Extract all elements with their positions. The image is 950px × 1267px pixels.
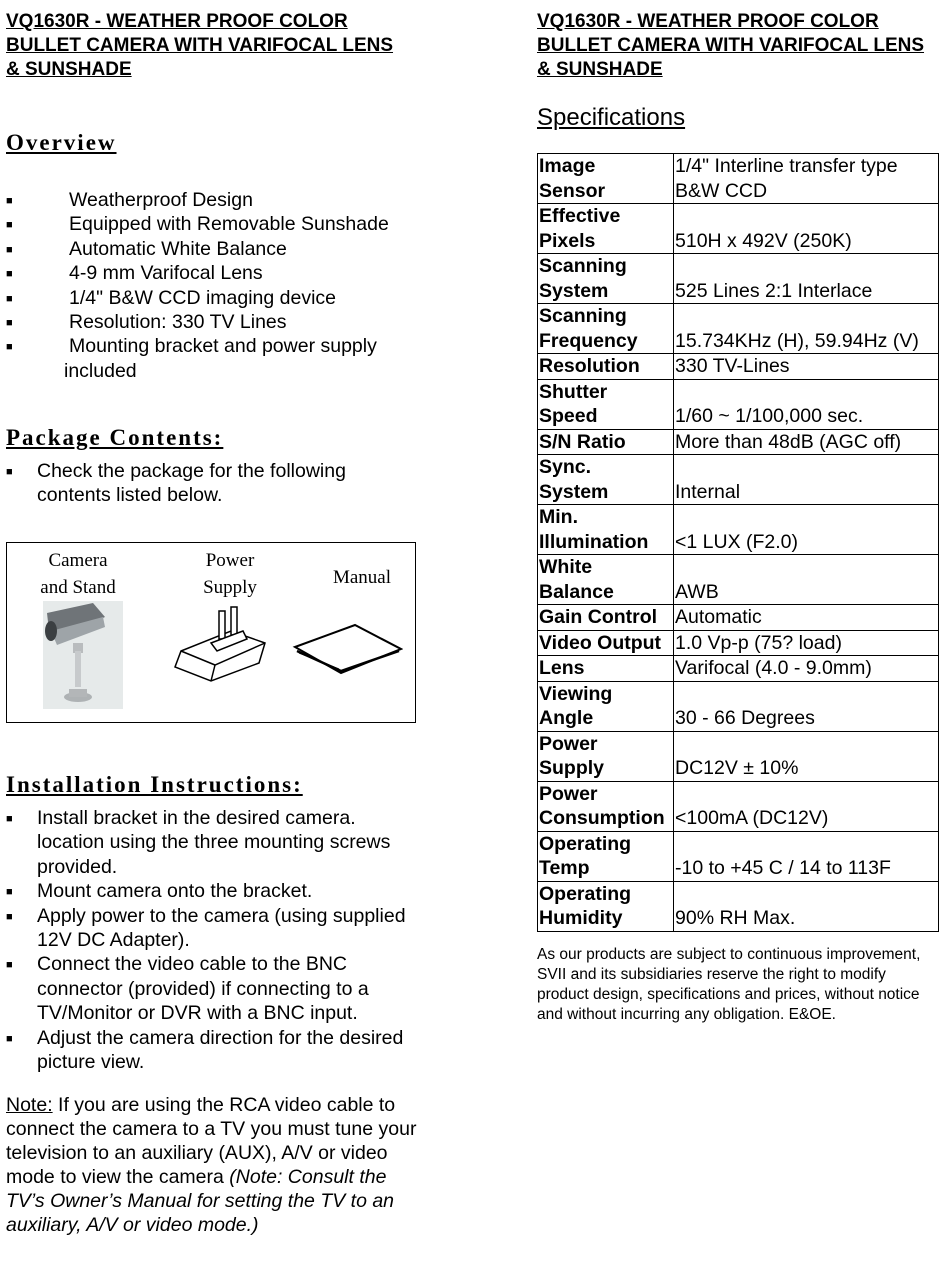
spec-key bbox=[538, 881, 674, 931]
spec-key-line: Video Output bbox=[539, 631, 662, 654]
spec-value bbox=[674, 429, 939, 455]
spec-value bbox=[674, 781, 939, 831]
spec-value-line: 510H x 492V (250K) bbox=[675, 229, 852, 252]
spec-key-line: Illumination bbox=[539, 530, 649, 553]
bullet-icon: ■ bbox=[6, 341, 13, 354]
spec-value-line: Automatic bbox=[675, 606, 762, 628]
spec-key-line: System bbox=[539, 279, 609, 302]
spec-value bbox=[674, 555, 939, 605]
spec-key bbox=[538, 781, 674, 831]
bullet-icon: ■ bbox=[6, 886, 13, 899]
specifications-table bbox=[537, 153, 939, 932]
spec-value bbox=[674, 505, 939, 555]
spec-value-line: <100mA (DC12V) bbox=[675, 807, 829, 829]
table-row bbox=[538, 605, 939, 631]
list-item: ■ Resolution: 330 TV Lines bbox=[6, 310, 426, 334]
spec-value bbox=[674, 154, 939, 204]
table-row bbox=[538, 656, 939, 682]
spec-value-line: <1 LUX (F2.0) bbox=[675, 530, 799, 553]
spec-key-line: White bbox=[539, 556, 593, 578]
spec-key bbox=[538, 304, 674, 354]
spec-key-line: System bbox=[539, 480, 609, 503]
bullet-icon: ■ bbox=[6, 317, 13, 330]
spec-value bbox=[674, 254, 939, 304]
spec-value-line bbox=[675, 882, 938, 907]
bullet-icon: ■ bbox=[6, 219, 13, 232]
spec-value bbox=[674, 605, 939, 631]
installation-heading: Installation Instructions: bbox=[6, 772, 303, 797]
table-row bbox=[538, 429, 939, 455]
table-row bbox=[538, 555, 939, 605]
list-item: ■ Check the package for the following contents listed below. bbox=[6, 460, 346, 507]
bullet-icon: ■ bbox=[6, 466, 13, 478]
list-item: ■ Mount camera onto the bracket. bbox=[6, 879, 428, 903]
spec-value-line bbox=[675, 254, 938, 279]
spec-key bbox=[538, 429, 674, 455]
note-paragraph bbox=[6, 1093, 426, 1237]
power-supply-label: Power Supply bbox=[203, 550, 257, 598]
spec-key-line: Scanning bbox=[539, 255, 627, 277]
spec-value-line bbox=[675, 380, 938, 405]
spec-value-line bbox=[675, 204, 938, 229]
installation-list bbox=[6, 806, 428, 1074]
spec-value bbox=[674, 354, 939, 380]
list-item: ■ Weatherproof Design bbox=[6, 188, 426, 212]
spec-value-line: -10 to +45 C / 14 to 113F bbox=[675, 857, 891, 879]
spec-key bbox=[538, 681, 674, 731]
spec-key-line: Lens bbox=[539, 657, 585, 679]
spec-value-line bbox=[675, 732, 938, 757]
spec-key bbox=[538, 605, 674, 631]
spec-key bbox=[538, 154, 674, 204]
product-title-right: VQ1630R - WEATHER PROOF COLOR BULLET CAMERA WITH VARIFOCAL LENS & SUNSHADE bbox=[537, 11, 925, 80]
spec-key-line: Balance bbox=[539, 580, 614, 603]
overview-heading: Overview bbox=[6, 130, 117, 155]
spec-key bbox=[538, 555, 674, 605]
spec-key bbox=[538, 455, 674, 505]
spec-value bbox=[674, 630, 939, 656]
package-list bbox=[6, 459, 386, 508]
spec-value-line: More than 48dB (AGC off) bbox=[675, 430, 902, 453]
spec-key bbox=[538, 254, 674, 304]
spec-key-line: Angle bbox=[539, 707, 594, 729]
package-contents-box bbox=[6, 542, 416, 723]
overview-list bbox=[6, 188, 426, 383]
spec-value bbox=[674, 204, 939, 254]
spec-key-line: Viewing bbox=[539, 682, 613, 705]
list-item: ■ Adjust the camera direction for the desired picture view. bbox=[6, 1026, 404, 1074]
list-item: ■ Equipped with Removable Sunshade bbox=[6, 212, 426, 236]
spec-value-line: 1/60 ~ 1/100,000 sec. bbox=[675, 405, 864, 427]
bullet-icon: ■ bbox=[6, 195, 13, 207]
spec-key-line: Operating bbox=[539, 882, 632, 905]
spec-key bbox=[538, 630, 674, 656]
spec-key-line: Effective bbox=[539, 205, 621, 227]
spec-value-line: 330 TV-Lines bbox=[675, 355, 790, 377]
spec-key-line: Resolution bbox=[539, 355, 640, 377]
list-item: ■ 1/4" B&W CCD imaging device bbox=[6, 286, 426, 310]
spec-key-line: Consumption bbox=[539, 807, 665, 829]
specifications-heading: Specifications bbox=[537, 104, 686, 131]
spec-key-line: Operating bbox=[539, 832, 632, 855]
spec-value bbox=[674, 681, 939, 731]
table-row bbox=[538, 379, 939, 429]
table-row bbox=[538, 455, 939, 505]
spec-value bbox=[674, 731, 939, 781]
spec-value-line: 90% RH Max. bbox=[675, 907, 796, 929]
spec-key-line: S/N Ratio bbox=[539, 430, 626, 453]
list-item: ■ Automatic White Balance bbox=[6, 237, 426, 261]
spec-key bbox=[538, 379, 674, 429]
bullet-icon: ■ bbox=[6, 813, 13, 825]
spec-key bbox=[538, 354, 674, 380]
list-item: ■ Connect the video cable to the BNC connector (provided) if connecting to a TV/Monitor or DVR with a BNC input. bbox=[6, 953, 369, 1025]
spec-value-line: 30 - 66 Degrees bbox=[675, 707, 815, 729]
spec-key-line: Frequency bbox=[539, 329, 638, 352]
bullet-icon: ■ bbox=[6, 910, 13, 923]
spec-key-line: Speed bbox=[539, 405, 598, 427]
spec-value bbox=[674, 379, 939, 429]
spec-value-line bbox=[675, 832, 938, 857]
spec-value-line: AWB bbox=[675, 580, 719, 603]
spec-key bbox=[538, 505, 674, 555]
list-item: ■ Install bracket in the desired camera. location using the three mounting screws provided. bbox=[6, 807, 391, 878]
table-row bbox=[538, 505, 939, 555]
spec-key-line: Shutter bbox=[539, 380, 608, 403]
product-title-left: VQ1630R - WEATHER PROOF COLOR BULLET CAMERA WITH VARIFOCAL LENS & SUNSHADE bbox=[6, 11, 394, 80]
note-italic: (Note: Consult the TV’s Owner’s Manual for setting the TV to an auxiliary, A/V or video mode.) bbox=[6, 1166, 395, 1236]
manual-image bbox=[291, 619, 403, 675]
spec-value bbox=[674, 831, 939, 881]
spec-key-line: Power bbox=[539, 732, 598, 755]
bullet-icon: ■ bbox=[6, 1032, 13, 1045]
table-row bbox=[538, 354, 939, 380]
spec-value-line bbox=[675, 682, 938, 707]
table-row bbox=[538, 681, 939, 731]
spec-key-line: Power bbox=[539, 782, 598, 805]
spec-value-line bbox=[675, 782, 938, 807]
spec-key-line: Image bbox=[539, 155, 596, 177]
spec-value-line: Varifocal (4.0 - 9.0mm) bbox=[675, 657, 872, 679]
spec-key-line: Scanning bbox=[539, 305, 627, 327]
spec-key-line: Temp bbox=[539, 857, 590, 879]
spec-value bbox=[674, 304, 939, 354]
note-label: Note: bbox=[6, 1094, 53, 1116]
power-supply-image bbox=[171, 603, 271, 683]
spec-value-line bbox=[675, 455, 938, 480]
spec-key bbox=[538, 731, 674, 781]
table-row bbox=[538, 781, 939, 831]
spec-key bbox=[538, 831, 674, 881]
table-row bbox=[538, 881, 939, 931]
note-text: If you are using the RCA video cable to connect the camera to a TV you must tune your television to an auxiliary (AUX), A/V or video mode to view the camera bbox=[6, 1094, 417, 1188]
spec-value-line bbox=[675, 304, 938, 329]
spec-key bbox=[538, 656, 674, 682]
spec-value bbox=[674, 455, 939, 505]
spec-value-line: 525 Lines 2:1 Interlace bbox=[675, 279, 873, 302]
table-row bbox=[538, 630, 939, 656]
spec-value-line: 15.734KHz (H), 59.94Hz (V) bbox=[675, 329, 919, 352]
spec-value-line: DC12V ± 10% bbox=[675, 757, 799, 779]
manual-label: Manual bbox=[332, 567, 392, 588]
table-row bbox=[538, 254, 939, 304]
list-item: ■ Apply power to the camera (using supplied 12V DC Adapter). bbox=[6, 904, 406, 952]
disclaimer: As our products are subject to continuous improvement, SVII and its subsidiaries reserve the right to modify product design, specifications and prices, without notice and without incurring any obligation. E&OE. bbox=[537, 946, 921, 1023]
spec-value bbox=[674, 881, 939, 931]
spec-key-line: Sync. bbox=[539, 456, 592, 478]
camera-image bbox=[43, 601, 123, 709]
spec-value-line: Internal bbox=[675, 480, 741, 503]
spec-key-line: Gain Control bbox=[539, 606, 658, 628]
list-item: ■ Mounting bracket and power supply included bbox=[6, 335, 377, 382]
package-contents-heading: Package Contents: bbox=[6, 425, 224, 450]
spec-value bbox=[674, 656, 939, 682]
table-row bbox=[538, 304, 939, 354]
spec-value-line: B&W CCD bbox=[675, 179, 768, 202]
spec-key-line: Humidity bbox=[539, 907, 623, 929]
bullet-icon: ■ bbox=[6, 959, 13, 972]
spec-value-line bbox=[675, 505, 938, 530]
spec-value-line: 1/4" Interline transfer type bbox=[675, 155, 898, 177]
bullet-icon: ■ bbox=[6, 243, 13, 256]
bullet-icon: ■ bbox=[6, 292, 13, 305]
bullet-icon: ■ bbox=[6, 268, 13, 281]
table-row bbox=[538, 204, 939, 254]
spec-key-line: Pixels bbox=[539, 229, 596, 252]
spec-key-line: Sensor bbox=[539, 179, 606, 202]
spec-key-line: Min. bbox=[539, 506, 578, 528]
table-row bbox=[538, 154, 939, 204]
table-row bbox=[538, 731, 939, 781]
camera-label: Camera and Stand bbox=[40, 550, 116, 598]
list-item: ■ 4-9 mm Varifocal Lens bbox=[6, 261, 426, 285]
spec-value-line: 1.0 Vp-p (75? load) bbox=[675, 631, 842, 654]
table-row bbox=[538, 831, 939, 881]
spec-key-line: Supply bbox=[539, 757, 605, 779]
spec-value-line bbox=[675, 555, 938, 580]
spec-key bbox=[538, 204, 674, 254]
